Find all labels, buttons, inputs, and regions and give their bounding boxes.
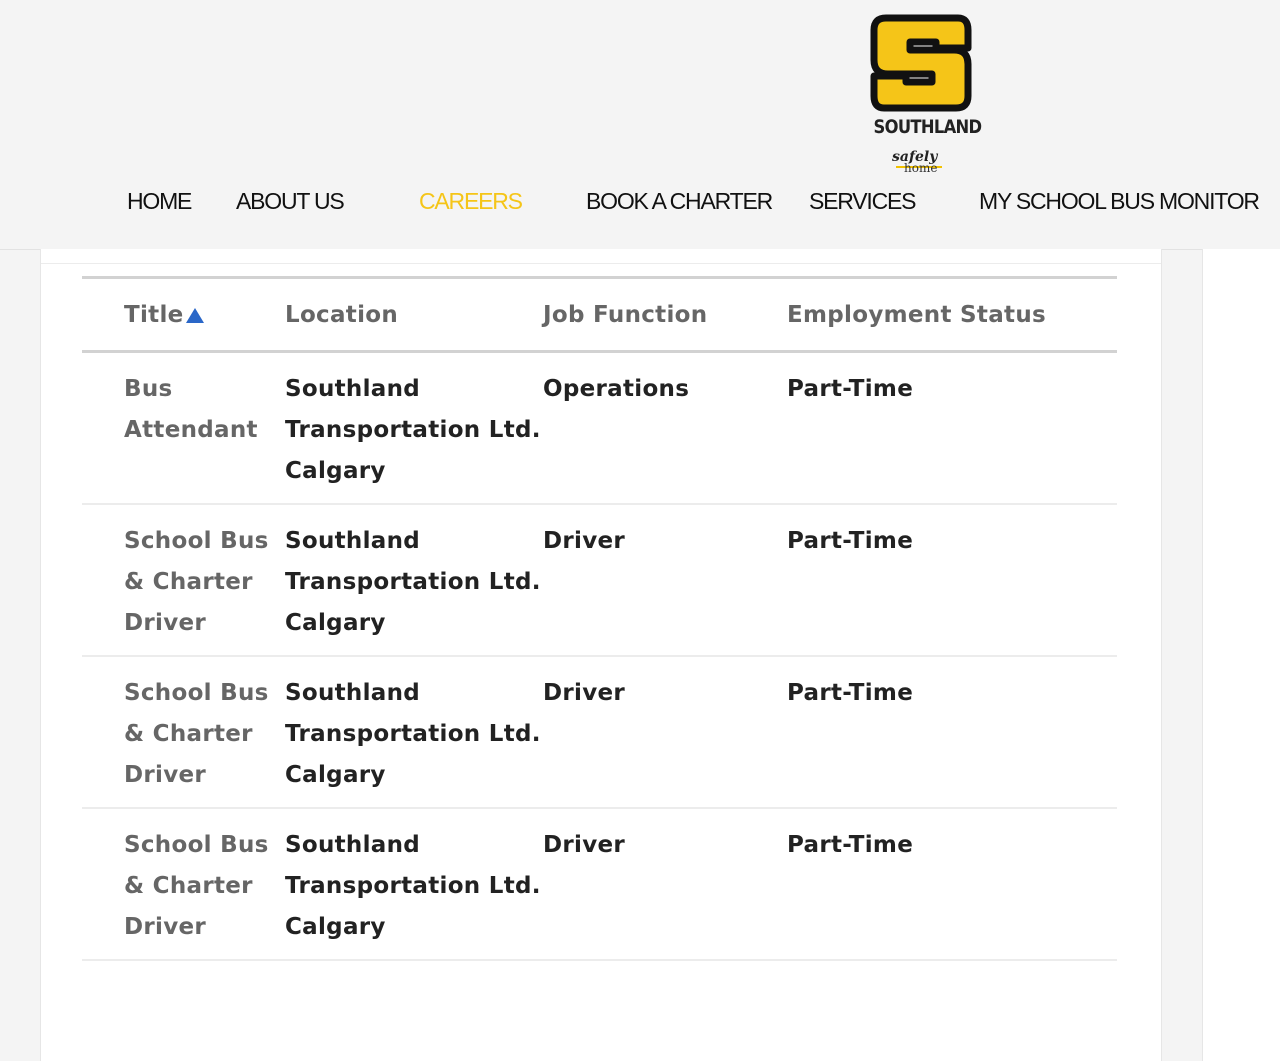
logo-tagline-safely: safely	[892, 149, 938, 165]
column-header-employment-status[interactable]: Employment Status	[787, 301, 1046, 328]
job-location: Southland Transportation Ltd. Calgary	[285, 376, 541, 484]
nav-home[interactable]: HOME	[127, 188, 192, 214]
column-header-job-function[interactable]: Job Function	[543, 301, 708, 328]
job-location: Southland Transportation Ltd. Calgary	[285, 680, 541, 788]
employment-status: Part-Time	[787, 528, 914, 554]
nav-book-a-charter[interactable]: BOOK A CHARTER	[586, 188, 772, 214]
employment-status: Part-Time	[787, 832, 914, 858]
employment-status: Part-Time	[787, 680, 914, 706]
job-title-link[interactable]: School Bus & Charter Driver	[124, 680, 269, 788]
job-function: Operations	[543, 376, 690, 402]
job-title-link[interactable]: School Bus & Charter Driver	[124, 528, 269, 636]
employment-status: Part-Time	[787, 376, 914, 402]
divider	[41, 263, 1161, 264]
table-row[interactable]	[82, 352, 1117, 505]
nav-services[interactable]: SERVICES	[809, 188, 916, 214]
table-row[interactable]	[82, 656, 1117, 808]
s-logo-icon	[868, 10, 972, 114]
nav-careers[interactable]: CAREERS	[419, 188, 522, 214]
sort-up-icon[interactable]	[186, 308, 204, 323]
job-function: Driver	[543, 680, 626, 706]
job-listings-table	[82, 276, 1117, 961]
job-title-link[interactable]: School Bus & Charter Driver	[124, 832, 269, 940]
nav-about-us[interactable]: ABOUT US	[236, 188, 344, 214]
column-header-title[interactable]	[82, 278, 285, 352]
table-row[interactable]	[82, 504, 1117, 656]
site-header	[0, 0, 1280, 250]
nav-my-school-bus-monitor[interactable]: MY SCHOOL BUS MONITOR	[979, 188, 1259, 214]
sidebar	[1203, 249, 1280, 1061]
column-header-location[interactable]: Location	[285, 301, 399, 328]
logo-wordmark: SOUTHLAND	[873, 116, 982, 138]
job-function: Driver	[543, 528, 626, 554]
job-title-link[interactable]: Bus Attendant	[124, 376, 258, 443]
job-function: Driver	[543, 832, 626, 858]
logo-tagline-home: home	[904, 161, 938, 175]
column-header-title-label[interactable]: Title	[124, 301, 184, 328]
job-location: Southland Transportation Ltd. Calgary	[285, 832, 541, 940]
table-header-row	[82, 278, 1117, 352]
southland-logo[interactable]	[866, 10, 982, 180]
job-location: Southland Transportation Ltd. Calgary	[285, 528, 541, 636]
table-row[interactable]	[82, 808, 1117, 960]
